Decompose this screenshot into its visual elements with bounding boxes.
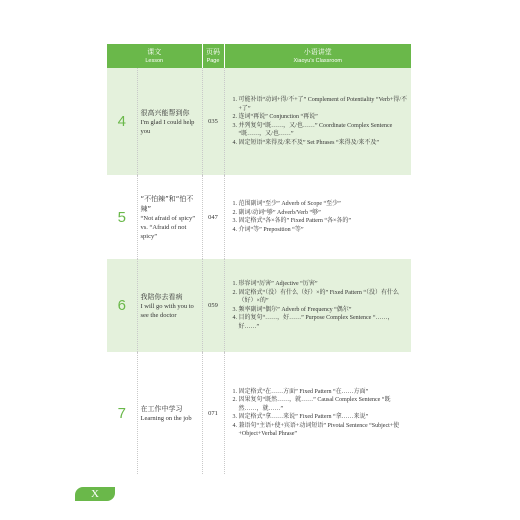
- grammar-point: 2. 固定格式“（没）有什么（好）×的” Fixed Pattern “（没）有什么（好）×的”: [239, 289, 408, 306]
- header-lesson: [107, 44, 202, 68]
- grammar-point: 3. 并列复句“既……，又/也……” Coordinate Complex Sentence “既……，又/也……”: [239, 122, 408, 139]
- lesson-title-en: I'm glad I could help you: [140, 118, 195, 135]
- lesson-row: [107, 352, 411, 474]
- grammar-point: 1. 范围副词“至少” Adverb of Scope “至少”: [239, 200, 408, 209]
- grammar-point: 3. 频率副词“偶尔” Adverb of Frequency “偶尔”: [239, 306, 408, 315]
- lesson-title[interactable]: [137, 175, 202, 259]
- lesson-title[interactable]: [137, 259, 202, 352]
- lesson-row: [107, 68, 411, 175]
- grammar-point: 3. 固定格式“各×各的” Fixed Pattern “各×各的”: [239, 217, 408, 226]
- lesson-row: [107, 175, 411, 259]
- header-classroom: [224, 44, 411, 68]
- grammar-point: 1. 固定格式“在……方面” Fixed Pattern “在……方面”: [239, 388, 408, 397]
- lesson-number: 6: [107, 259, 137, 352]
- lesson-number: 5: [107, 175, 137, 259]
- header-lesson-en: Lesson: [145, 57, 164, 64]
- contents-table: [107, 44, 411, 474]
- lesson-page[interactable]: 047: [202, 175, 224, 259]
- lesson-row: [107, 259, 411, 352]
- lesson-page[interactable]: 071: [202, 352, 224, 474]
- grammar-point: 2. 因果复句“既然……，就……” Causal Complex Sentence “既然……，就……”: [239, 396, 408, 413]
- lesson-page[interactable]: 035: [202, 68, 224, 175]
- lesson-page[interactable]: 059: [202, 259, 224, 352]
- lesson-title-zh: 很高兴能帮到你: [140, 108, 190, 117]
- lesson-title-zh: “不怕辣”和“怕不辣”: [140, 194, 194, 213]
- grammar-point: 4. 固定短语“来得及/来不及” Set Phrases “来得及/来不及”: [239, 139, 408, 148]
- grammar-point: 4. 介词“等” Preposition “等”: [239, 226, 408, 235]
- grammar-point: 4. 兼语句“主语+使+宾语+动词短语” Pivotal Sentence “Subject+使+Object+Verbal Phrase”: [239, 422, 408, 439]
- lesson-grammar-points: [224, 259, 411, 352]
- lesson-title-en: I will go with you to see the doctor: [140, 302, 194, 319]
- lesson-number: 4: [107, 68, 137, 175]
- lesson-title[interactable]: [137, 352, 202, 474]
- lesson-grammar-points: [224, 352, 411, 474]
- header-page: [202, 44, 224, 68]
- page-marker: X: [91, 488, 99, 500]
- grammar-point: 2. 副词/动词“够” Adverb/Verb “够”: [239, 209, 408, 218]
- header-page-en: Page: [206, 57, 220, 64]
- grammar-point: 4. 目的复句“……，好……” Purpose Complex Sentence “……，好……”: [239, 314, 408, 331]
- header-classroom-zh: 小语讲堂: [303, 47, 332, 56]
- lesson-title-zh: 我陪你去看病: [140, 292, 183, 301]
- grammar-point: 1. 可能补语“动词+得/不+了” Complement of Potentiality “Verb+得/不+了”: [239, 96, 408, 113]
- grammar-point: 2. 连词“再说” Conjunction “再说”: [239, 113, 408, 122]
- lesson-grammar-points: [224, 175, 411, 259]
- lesson-title-en: Learning on the job: [140, 414, 192, 422]
- lesson-title-en: “Not afraid of spicy” vs. “Afraid of not spicy”: [140, 214, 196, 240]
- lesson-number: 7: [107, 352, 137, 474]
- header-page-zh: 页码: [206, 47, 220, 56]
- page-marker-tab: [75, 487, 115, 501]
- grammar-point: 1. 形容词“厉害” Adjective “厉害”: [239, 280, 408, 289]
- lesson-title[interactable]: [137, 68, 202, 175]
- grammar-point: 3. 固定格式“拿……来说” Fixed Pattern “拿……来说”: [239, 413, 408, 422]
- lesson-grammar-points: [224, 68, 411, 175]
- header-classroom-en: Xiaoyu's Classroom: [293, 57, 342, 64]
- header-lesson-zh: 课文: [147, 47, 162, 56]
- lesson-title-zh: 在工作中学习: [140, 404, 183, 413]
- table-header-row: [107, 44, 411, 68]
